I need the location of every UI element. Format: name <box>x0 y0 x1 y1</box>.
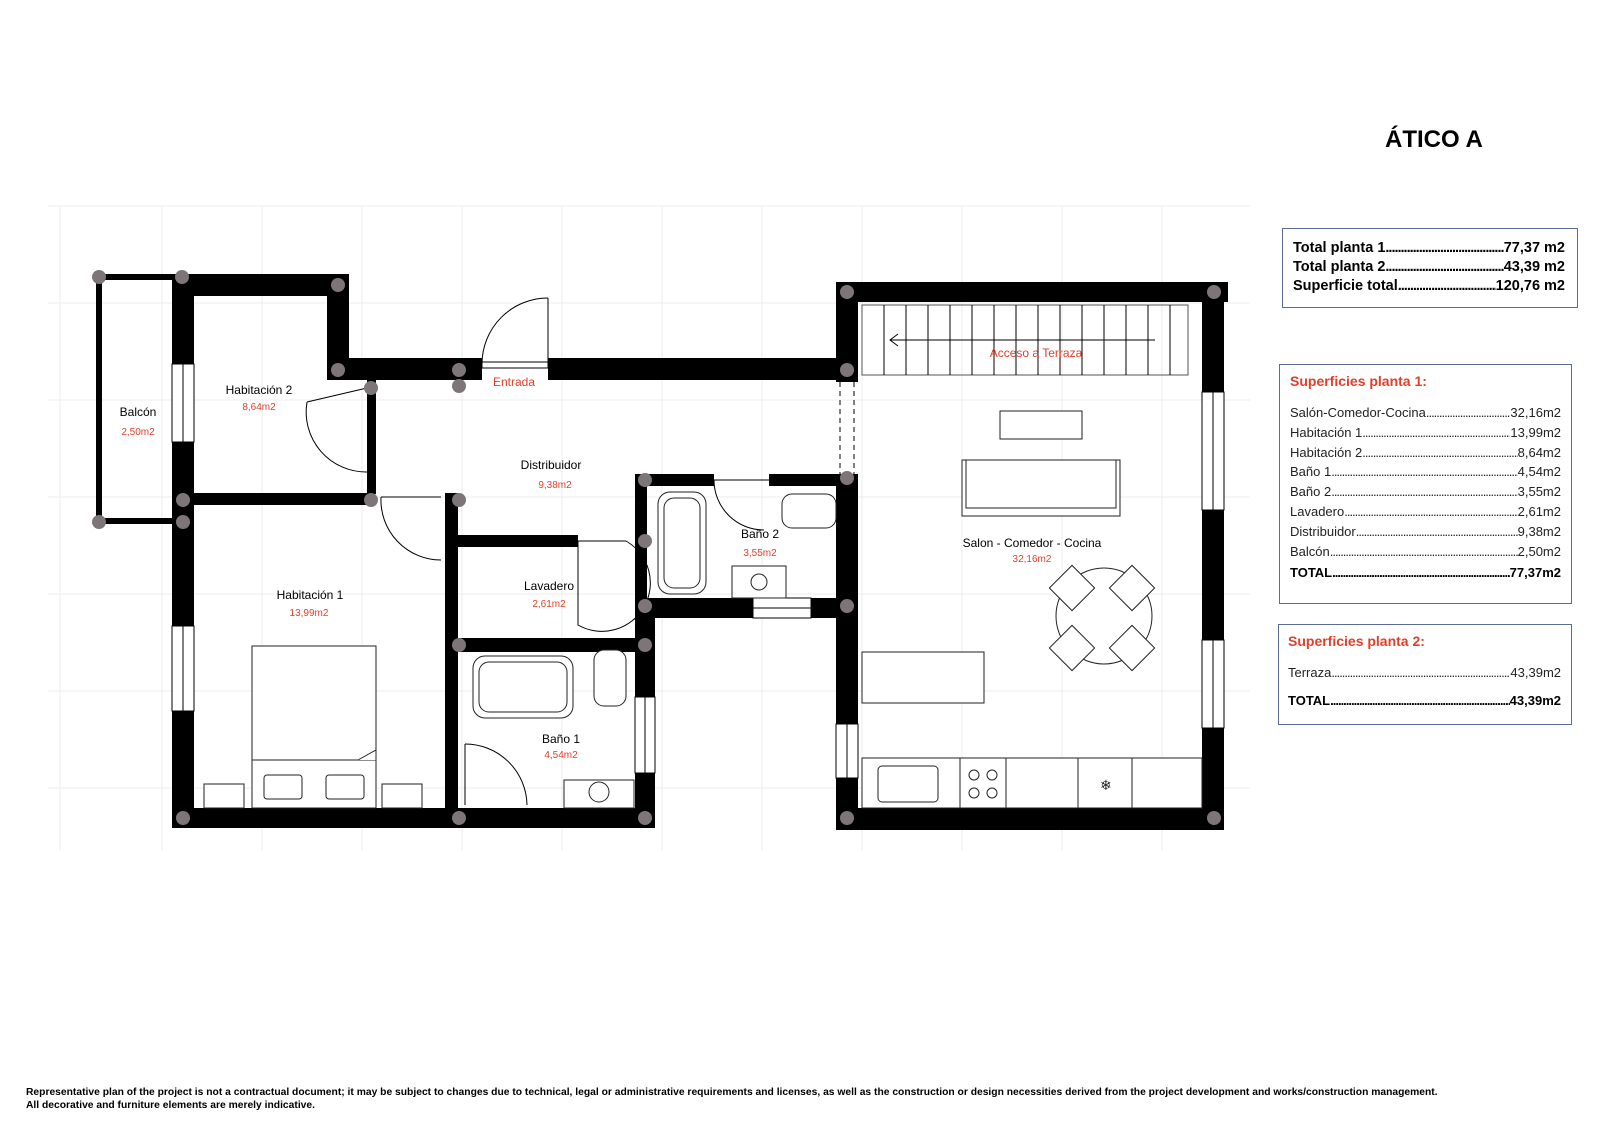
room-area-balcon: 2,50m2 <box>121 427 155 438</box>
leader-dots <box>1330 691 1510 711</box>
planta1-heading: Superficies planta 1: <box>1290 373 1427 389</box>
leader-dots <box>1385 239 1503 258</box>
page-title: ÁTICO A <box>1385 126 1483 153</box>
leader-dots <box>1385 258 1503 277</box>
total-value: 43,39 m2 <box>1503 259 1565 275</box>
room-area-hab2: 8,64m2 <box>242 402 276 413</box>
leader-dots <box>1356 522 1518 542</box>
entrance-label: Entrada <box>492 375 536 389</box>
list-item <box>1290 423 1561 443</box>
room-name-distribuidor: Distribuidor <box>520 458 582 472</box>
total-item <box>1288 691 1561 711</box>
list-item <box>1290 502 1561 522</box>
list-item <box>1290 522 1561 542</box>
leader-dots <box>1344 502 1517 522</box>
item-value: 43,39m2 <box>1510 665 1561 680</box>
list-item <box>1288 663 1561 683</box>
stairs <box>862 305 1188 375</box>
list-item <box>1290 482 1561 502</box>
list-item <box>1290 443 1561 463</box>
list-item <box>1290 542 1561 562</box>
planta1-box <box>1279 364 1572 604</box>
room-area-lavadero: 2,61m2 <box>532 599 566 610</box>
leader-dots <box>1398 277 1496 296</box>
room-area-bano2: 3,55m2 <box>743 548 777 559</box>
item-label: Balcón <box>1290 543 1330 559</box>
item-value: 9,38m2 <box>1517 523 1561 539</box>
room-name-bano1: Baño 1 <box>541 732 581 746</box>
total-row <box>1293 239 1565 258</box>
item-value: 8,64m2 <box>1517 444 1561 460</box>
item-label: Habitación 1 <box>1290 424 1363 440</box>
leader-dots <box>1362 423 1510 443</box>
svg-text:❄: ❄ <box>1100 777 1112 793</box>
total-value: 120,76 m2 <box>1495 278 1565 294</box>
room-name-hab1: Habitación 1 <box>276 588 344 602</box>
leader-dots <box>1362 443 1517 463</box>
item-value: 3,55m2 <box>1517 484 1561 500</box>
planta2-heading: Superficies planta 2: <box>1288 633 1425 649</box>
item-label: TOTAL <box>1288 692 1331 708</box>
item-label: Baño 1 <box>1290 464 1332 480</box>
balcony-railing <box>96 274 182 524</box>
room-name-hab2: Habitación 2 <box>225 383 293 397</box>
room-area-salon: 32,16m2 <box>1012 554 1052 565</box>
item-label: Habitación 2 <box>1290 444 1363 460</box>
item-value: 2,50m2 <box>1517 543 1561 559</box>
room-name-bano2: Baño 2 <box>740 527 780 541</box>
item-value: 4,54m2 <box>1517 464 1561 480</box>
leader-dots <box>1331 482 1517 502</box>
leader-dots <box>1332 563 1510 583</box>
item-label: Lavadero <box>1290 503 1345 519</box>
item-value: 13,99m2 <box>1510 424 1561 440</box>
dashed-opening <box>840 382 854 474</box>
item-value: 32,16m2 <box>1510 405 1561 420</box>
room-area-hab1: 13,99m2 <box>289 608 329 619</box>
leader-dots <box>1331 663 1510 683</box>
item-label: Distribuidor <box>1290 523 1356 539</box>
total-label: Total planta 1 <box>1293 240 1386 256</box>
room-area-bano1: 4,54m2 <box>544 750 578 761</box>
leader-dots <box>1331 462 1517 482</box>
stairs-label: Acceso a Terraza <box>989 346 1083 360</box>
total-row <box>1293 258 1565 277</box>
list-item <box>1290 403 1561 423</box>
room-name-lavadero: Lavadero <box>523 579 575 593</box>
item-value: 2,61m2 <box>1517 503 1561 519</box>
item-label: Baño 2 <box>1290 484 1332 500</box>
list-item <box>1290 462 1561 482</box>
total-label: Total planta 2 <box>1293 259 1386 275</box>
total-row <box>1293 277 1565 296</box>
planta2-box <box>1278 624 1572 725</box>
total-item <box>1290 563 1561 583</box>
item-label: TOTAL <box>1290 565 1333 581</box>
totals-box <box>1282 228 1578 308</box>
item-value: 43,39m2 <box>1509 692 1561 708</box>
leader-dots <box>1426 403 1511 423</box>
room-name-balcon: Balcón <box>119 405 157 419</box>
total-label: Superficie total <box>1293 278 1398 294</box>
leader-dots <box>1330 542 1518 562</box>
room-area-distribuidor: 9,38m2 <box>538 480 572 491</box>
disclaimer: Representative plan of the project is not a contractual document; it may be subject to changes due to technical, legal or administrative requirements and licenses, as well as the construction or design necessities derived from the project development and works/construction management. All decorative and furniture elements are merely indicative. <box>26 1087 1438 1111</box>
room-name-salon: Salon - Comedor - Cocina <box>962 536 1102 550</box>
item-label: Salón-Comedor-Cocina <box>1290 405 1426 420</box>
item-label: Terraza <box>1288 665 1332 680</box>
total-value: 77,37 m2 <box>1503 240 1565 256</box>
item-value: 77,37m2 <box>1509 565 1561 581</box>
